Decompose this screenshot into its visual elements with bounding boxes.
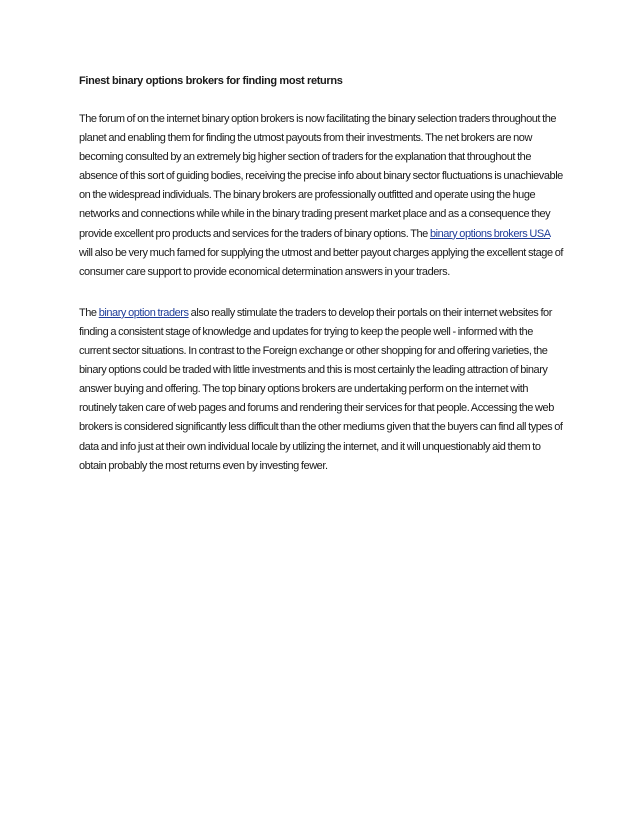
document-body xyxy=(79,74,564,498)
paragraph-2 xyxy=(79,304,564,476)
binary-option-traders-link[interactable]: binary option traders xyxy=(98,306,189,319)
document-title: Finest binary options brokers for finding most returns xyxy=(79,75,343,87)
paragraph-2-text-after-link: also really stimulate the traders to develop their portals on their internet websites for finding a consistent stage of knowledge and updates for trying to keep the people well - informed with the current sector situations. In contrast to the Foreign exchange or other shopping for and offering varieties, the binary options could be traded with little investments and this is most certainly the leading attraction of binary answer buying and offering. The top binary options brokers are undertaking perform on the internet with routinely taken care of web pages and forums and rendering their services for that people. Accessing the web brokers is considered significantly less difficult than the other mediums given that the buyers can find all types of data and info just at their own individual locale by utilizing the internet, and it will unquestionably aid them to obtain probably the most returns even by investing fewer. xyxy=(79,306,563,472)
paragraph-2-text-before-link: The xyxy=(79,306,99,319)
binary-options-brokers-usa-link[interactable]: binary options brokers USA xyxy=(429,227,551,240)
paragraph-1-text-after-link: will also be very much famed for supplying the utmost and better payout charges applying the excellent stage of consumer care support to provide economical determination answers in your traders. xyxy=(79,246,564,278)
paragraph-1-text-before-link: The forum of on the internet binary option brokers is now facilitating the binary selection traders throughout the planet and enabling them for finding the utmost payouts from their investments. The net brokers are now becoming consulted by an extremely big higher section of traders for the explanation that throughout the absence of this sort of guiding bodies, receiving the precise info about binary sector fluctuations is unachievable on the widespread individuals. The binary brokers are professionally outfitted and operate using the huge networks and connections while while in the binary trading present market place and as a consequence they provide excellent pro products and services for the traders of binary options. The xyxy=(79,113,563,240)
paragraph-1 xyxy=(79,110,564,282)
